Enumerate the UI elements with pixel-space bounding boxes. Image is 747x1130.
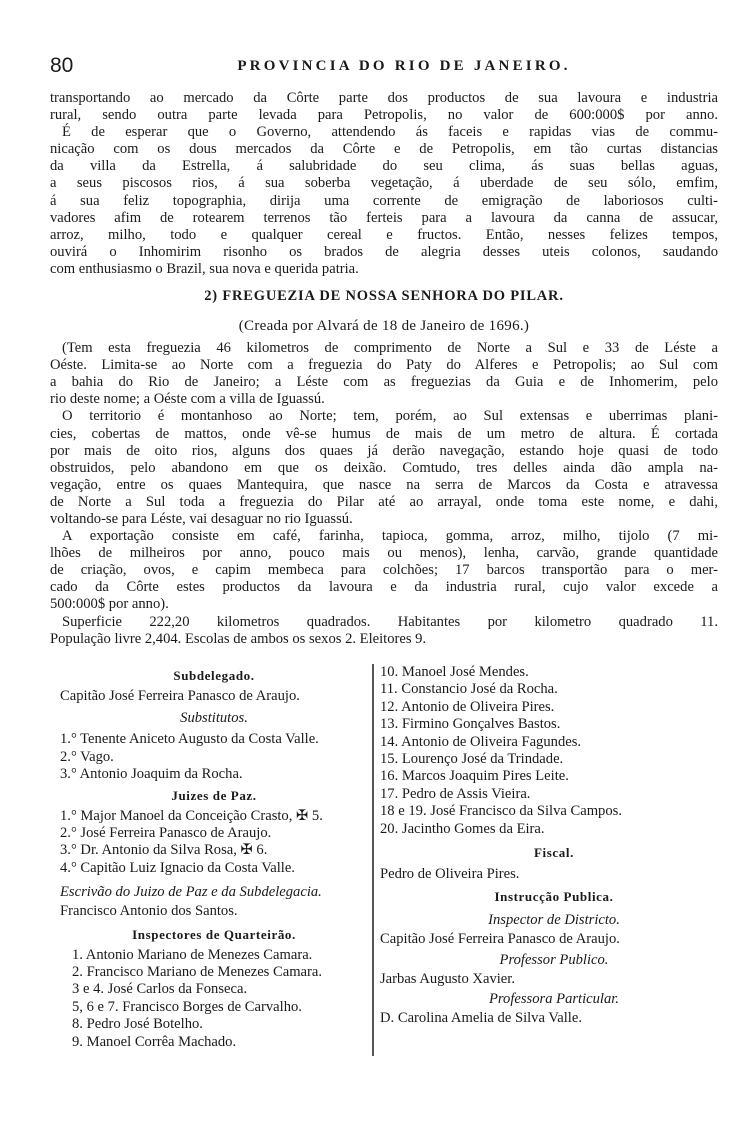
list-item: 3.° Antonio Joaquim da Rocha. [60, 766, 243, 783]
substitutos-heading: Substitutos. [180, 710, 248, 727]
professora-name: D. Carolina Amelia de Silva Valle. [380, 1010, 582, 1027]
text-line: a seus piscosos rios, á sua soberba vegetação, á uberdade de seu sólo, emfim, [50, 175, 718, 192]
right-column [372, 664, 728, 1056]
juizes-heading: Juizes de Paz. [171, 787, 257, 803]
text-line: Superficie 222,20 kilometros quadrados. Habitantes por kilometro quadrado 11. [62, 613, 718, 630]
instrucao-heading: Instrucção Publica. [494, 889, 614, 905]
list-item: 3.° Dr. Antonio da Silva Rosa, ✠ 6. [60, 842, 268, 859]
list-item: 1.° Major Manoel da Conceição Crasto, ✠ 5. [60, 807, 323, 824]
list-item: 14. Antonio de Oliveira Fagundes. [380, 733, 582, 750]
list-item: 4.° Capitão Luiz Ignacio da Costa Valle. [60, 859, 295, 876]
list-item: 20. Jacintho Gomes da Eira. [380, 820, 545, 837]
page-header [50, 52, 718, 82]
text-line: rio deste nome; a Oéste com a villa de Iguassú. [50, 391, 325, 408]
list-item: 2.° Vago. [60, 748, 114, 765]
list-item: 13. Firmino Gonçalves Bastos. [380, 716, 561, 733]
text-line: de criação, ovos, e capim membeca para colchões; 17 barcos transportão para o mer- [50, 562, 718, 579]
paragraph-exports [50, 528, 718, 613]
left-column [60, 664, 368, 1051]
text-line: transportando ao mercado da Côrte parte dos productos de sua lavoura e industria [50, 90, 718, 106]
list-item: 12. Antonio de Oliveira Pires. [380, 698, 555, 715]
text-line: rural, sendo outra parte levada para Petropolis, no valor de 600:000$ por anno. [50, 107, 718, 124]
list-item: 8. Pedro José Botelho. [72, 1016, 203, 1033]
list-item: 3 e 4. José Carlos da Fonseca. [72, 981, 248, 998]
page-number: 80 [50, 54, 74, 77]
list-item: 2.° José Ferreira Panasco de Araujo. [60, 825, 272, 842]
list-item: 1.° Tenente Aniceto Augusto da Costa Valle. [60, 731, 319, 748]
text-line: vegação, entre os quaes Mantequira, que nasce na serra de Marcos da Costa e atravessa [50, 476, 718, 493]
document-page [50, 52, 718, 648]
inspector-distr-name: Capitão José Ferreira Panasco de Araujo. [380, 931, 620, 948]
text-line: vadores afim de rotearem terrenos tão ferteis para a lavoura da canna de assucar, [50, 209, 718, 226]
text-line: cies, cobertas de mattos, onde vê-se humus de mais de um metro de altura. É cortada [50, 425, 718, 442]
text-line: por mais de oito rios, alguns dos quaes já derão navegação, estando hoje quasi de todo [50, 442, 718, 459]
paragraph-territory [50, 408, 718, 528]
inspector-distr-heading: Inspector de Districto. [488, 912, 620, 929]
text-line: com enthusiasmo o Brazil, sua nova e querida patria. [50, 260, 359, 277]
text-line: cado da Côrte estes productos da lavoura e da industria rural, cujo valor excede a [50, 579, 718, 596]
text-line: 500:000$ por anno). [50, 596, 169, 613]
paragraph-statistics [50, 614, 718, 648]
text-line: (Tem esta freguezia 46 kilometros de comprimento de Norte a Sul e 33 de Léste a [62, 340, 718, 357]
list-item: 1. Antonio Mariano de Menezes Camara. [72, 946, 313, 963]
list-item: 2. Francisco Mariano de Menezes Camara. [72, 964, 323, 981]
escrivao-heading: Escrivão do Juizo de Paz e da Subdelegacia. [60, 884, 322, 901]
list-item: 10. Manoel José Mendes. [380, 664, 529, 680]
paragraph-limits [50, 340, 718, 408]
fiscal-name: Pedro de Oliveira Pires. [380, 866, 520, 883]
text-line: ouvirá o Inhomirim risonho os brados de alegria desses uteis colonos, saudando [50, 243, 718, 260]
creation-note: (Creada por Alvará de 18 de Janeiro de 1696.) [238, 318, 530, 335]
intro-paragraphs [50, 90, 718, 278]
running-title: PROVINCIA DO RIO DE JANEIRO. [237, 58, 571, 74]
text-line: nicação com os dous mercados da Côrte e de Petropolis, em tão curtas distancias [50, 141, 718, 158]
list-item: 15. Lourenço José da Trindade. [380, 751, 564, 768]
text-line: População livre 2,404. Escolas de ambos os sexos 2. Eleitores 9. [50, 630, 427, 647]
list-item: 18 e 19. José Francisco da Silva Campos. [380, 803, 622, 820]
text-line: voltando-se para Léste, vai desaguar no rio Iguassú. [50, 510, 353, 527]
fiscal-heading: Fiscal. [534, 845, 574, 861]
text-line: É de esperar que o Governo, attendendo ás faceis e rapidas vias de commu- [62, 124, 718, 141]
professor-heading: Professor Publico. [499, 951, 609, 968]
subdelegado-heading: Subdelegado. [173, 668, 255, 683]
text-line: Oéste. Limita-se ao Norte com a freguezia do Paty do Alferes e Petropolis; ao Sul com [50, 357, 718, 374]
professora-heading: Professora Particular. [489, 991, 619, 1008]
escrivao-name: Francisco Antonio dos Santos. [60, 903, 238, 920]
text-line: á sua feliz topographia, dirija uma corrente de emigração de laboriosos culti- [50, 192, 718, 209]
text-line: da villa da Estrella, á salubridade do seu clima, ás suas bellas aguas, [50, 158, 718, 175]
text-line: a bahia do Rio de Janeiro; a Léste com as freguezias da Guia e de Inhomerim, pelo [50, 374, 718, 391]
text-line: obstruidos, pelo abandono em que os deixão. Comtudo, tres delles ainda dão ampla na- [50, 459, 718, 476]
inspectores-heading: Inspectores de Quarteirão. [132, 926, 296, 942]
list-item: 16. Marcos Joaquim Pires Leite. [380, 768, 569, 785]
text-line: arroz, milho, todo e qualquer cereal e fructos. Então, nesses felizes tempos, [50, 226, 718, 243]
professor-name: Jarbas Augusto Xavier. [380, 970, 515, 987]
text-line: lhões de milheiros por anno, pouco mais ou menos), lenha, carvão, grande quantidade [50, 545, 718, 562]
list-item: 9. Manoel Corrêa Machado. [72, 1033, 237, 1050]
list-item: 17. Pedro de Assis Vieira. [380, 785, 531, 802]
section-title: 2) FREGUEZIA DE NOSSA SENHORA DO PILAR. [204, 288, 564, 305]
subdelegado-name: Capitão José Ferreira Panasco de Araujo. [60, 688, 300, 704]
list-item: 11. Constancio José da Rocha. [380, 681, 558, 698]
list-item: 5, 6 e 7. Francisco Borges de Carvalho. [72, 998, 302, 1015]
text-line: A exportação consiste em café, farinha, tapioca, gomma, arroz, milho, tijolo (7 mi- [62, 528, 718, 545]
text-line: O territorio é montanhoso ao Norte; tem, porém, ao Sul extensas e uberrimas plani- [62, 408, 718, 425]
officials-columns [60, 664, 720, 1064]
text-line: de Norte a Sul toda a freguezia do Pilar até ao arrayal, onde toma este nome, e dahi, [50, 493, 718, 510]
